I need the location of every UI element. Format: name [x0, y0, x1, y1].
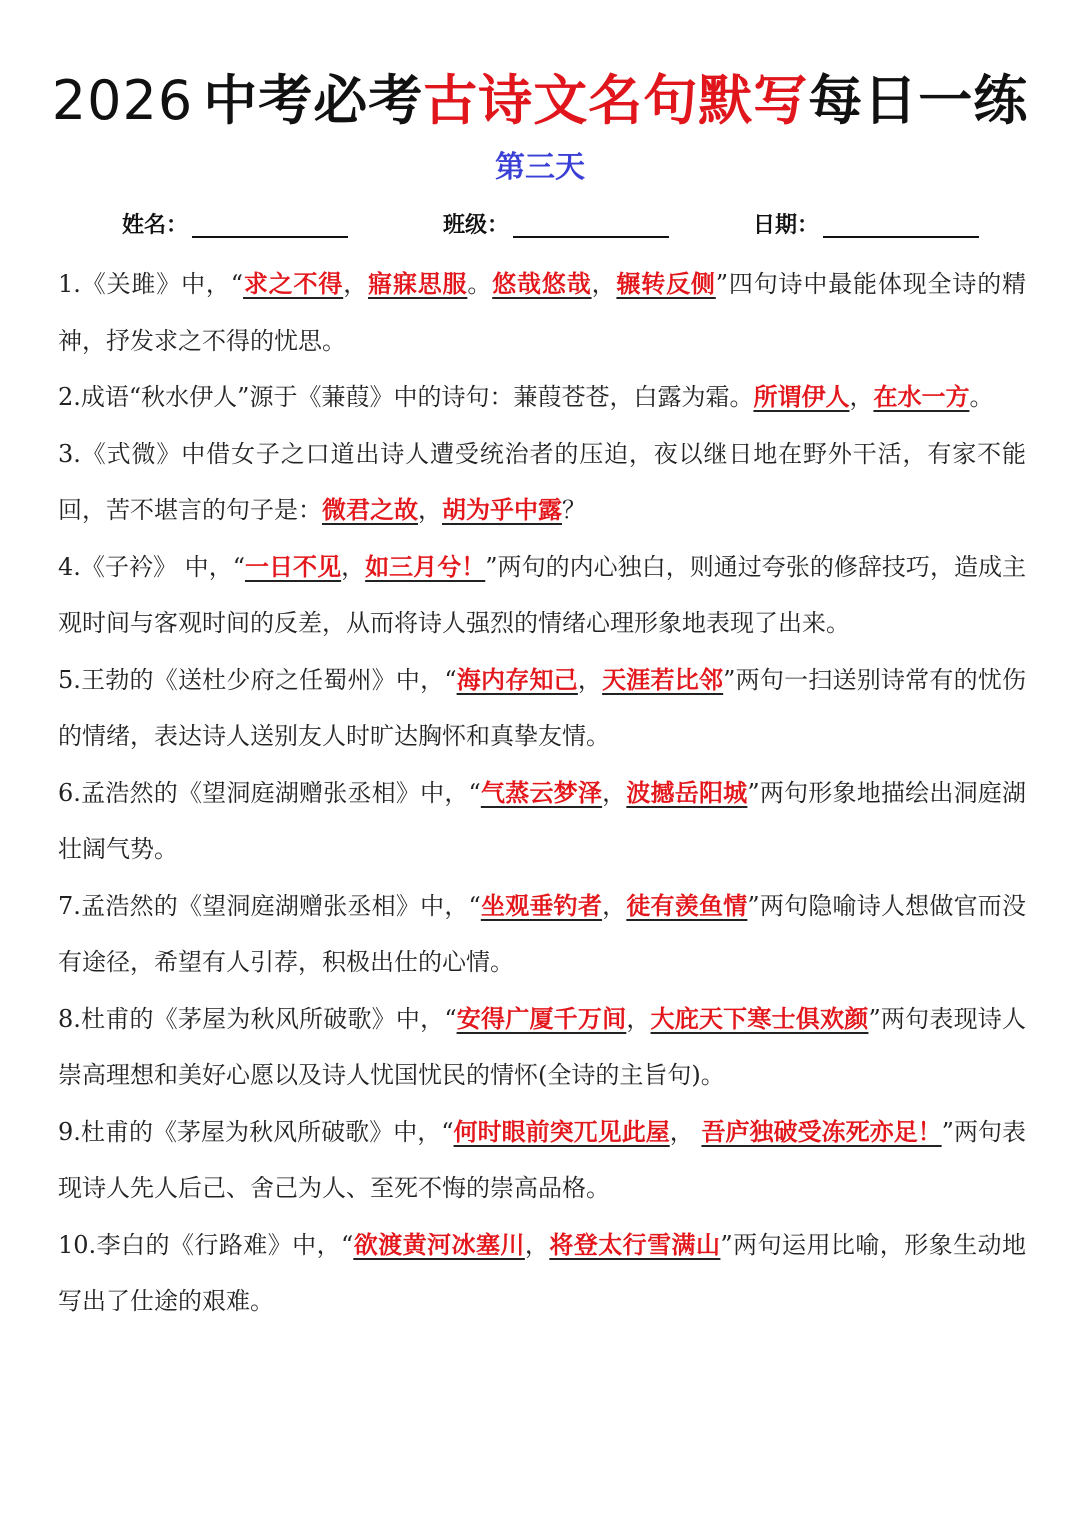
title-part-2: 每日一练	[808, 69, 1029, 132]
question-list	[58, 256, 1026, 1330]
question-text: ”两句的内心独白，则通过夸张的修辞技巧，造成主观时间与客观时间的反差，从而将诗人强烈的情绪心理形象地表现了出来。	[58, 552, 1027, 637]
question-number: 3.	[58, 439, 81, 468]
date-label: 日期：	[753, 213, 820, 238]
question-text: 杜甫的《茅屋为秋风所破歌》中，“	[80, 1004, 457, 1033]
answer-text: 微君之故	[322, 495, 418, 524]
name-blank-line[interactable]	[192, 236, 348, 238]
question-text: ，	[343, 270, 369, 298]
question-item-7	[58, 878, 1026, 991]
question-item-9	[58, 1104, 1026, 1217]
answer-text: 求之不得	[243, 269, 344, 298]
question-item-10	[58, 1217, 1026, 1330]
answer-text: 波撼岳阳城	[626, 777, 748, 807]
question-text: 杜甫的《茅屋为秋风所破歌》中，“	[80, 1117, 454, 1146]
answer-text: 悠哉悠哉	[492, 269, 592, 298]
answer-text: 安得广厦千万间	[456, 1003, 627, 1033]
question-item-5	[58, 652, 1026, 765]
question-text: ？	[562, 496, 586, 524]
answer-text: 寤寐思服	[368, 269, 468, 298]
question-item-3	[58, 426, 1026, 539]
page-subtitle: 第三天	[495, 150, 585, 185]
class-blank-line[interactable]	[513, 236, 669, 238]
question-item-6	[58, 765, 1026, 878]
question-text: 孟浩然的《望洞庭湖赠张丞相》中，“	[80, 778, 481, 807]
question-text: 王勃的《送杜少府之任蜀州》中，“	[80, 665, 457, 694]
date-field[interactable]	[753, 208, 979, 244]
question-number: 6.	[58, 778, 81, 807]
question-text: ”两句表现诗人崇高理想和美好心愿以及诗人忧国忧民的情怀(全诗的主旨句)。	[58, 1004, 1027, 1089]
question-number: 2.	[58, 383, 81, 411]
question-text: ”两句表现诗人先人后己、舍己为人、至死不悔的崇高品格。	[58, 1117, 1026, 1202]
question-text: ”两句形象地描绘出洞庭湖壮阔气势。	[58, 778, 1027, 863]
answer-text: 一日不见	[244, 551, 342, 581]
question-item-4	[58, 539, 1026, 652]
question-text: 成语“秋水伊人”源于《蒹葭》中的诗句：蒹葭苍苍，白露为霜。	[80, 383, 754, 411]
answer-text: 大庇天下寒士俱欢颜	[650, 1003, 869, 1033]
question-text: 《关雎》中，“	[80, 270, 244, 298]
question-text: ”两句隐喻诗人想做官而没有途径，希望有人引荐，积极出仕的心情。	[58, 891, 1027, 976]
name-field[interactable]	[122, 208, 348, 244]
student-info-row	[0, 208, 1080, 248]
page-title	[0, 66, 1080, 136]
question-text: ，	[626, 1004, 651, 1033]
question-text: 孟浩然的《望洞庭湖赠张丞相》中，“	[80, 891, 481, 920]
question-text: ”两句运用比喻，形象生动地写出了仕途的艰难。	[58, 1230, 1027, 1315]
title-year: 2026	[51, 69, 194, 132]
class-field[interactable]	[443, 208, 669, 244]
answer-text: 天涯若比邻	[602, 664, 724, 694]
question-text: 。	[969, 383, 994, 411]
question-text: 李白的《行路难》中，“	[96, 1230, 354, 1259]
question-text: ”四句诗中最能体现全诗的精神，抒发求之不得的忧思。	[58, 270, 1027, 355]
class-label: 班级：	[443, 213, 510, 238]
question-text: ，	[602, 891, 627, 920]
answer-text: 所谓伊人	[753, 382, 850, 411]
question-item-8	[58, 991, 1026, 1104]
question-number: 8.	[58, 1004, 81, 1033]
question-item-1	[58, 256, 1026, 369]
answer-text: 胡为乎中露	[442, 495, 562, 524]
question-text: ”两句一扫送别诗常有的忧伤的情绪，表达诗人送别友人时旷达胸怀和真挚友情。	[58, 665, 1027, 750]
answer-text: 气蒸云梦泽	[480, 777, 603, 807]
question-text: ，	[577, 665, 603, 694]
question-text: ，	[341, 552, 366, 581]
question-text: ，	[849, 383, 874, 411]
question-number: 5.	[58, 665, 81, 694]
question-text: ，	[591, 270, 617, 298]
answer-text: 欲渡黄河冰塞川	[353, 1229, 525, 1259]
title-highlight: 古诗文名句默写	[423, 69, 809, 132]
question-item-2	[58, 369, 1026, 426]
answer-text: 何时眼前突兀见此屋	[453, 1116, 670, 1146]
answer-text: 徒有羡鱼情	[626, 890, 748, 920]
date-blank-line[interactable]	[823, 236, 979, 238]
question-text: ，	[669, 1117, 702, 1146]
question-text: 。	[467, 270, 493, 298]
question-number: 9.	[58, 1117, 81, 1146]
answer-text: 吾庐独破受冻死亦足！	[701, 1116, 942, 1146]
question-number: 1.	[58, 270, 81, 298]
answer-text: 将登太行雪满山	[549, 1229, 721, 1259]
question-number: 4.	[58, 552, 81, 581]
name-label: 姓名：	[122, 213, 189, 238]
question-text: ，	[602, 778, 627, 807]
answer-text: 如三月兮！	[365, 551, 486, 581]
question-text: 《子衿》 中，“	[80, 552, 245, 581]
title-part-1: 中考必考	[203, 69, 424, 132]
answer-text: 海内存知己	[456, 664, 578, 694]
question-text: ，	[524, 1230, 550, 1259]
answer-text: 在水一方	[873, 382, 970, 411]
question-text: ，	[418, 496, 442, 524]
answer-text: 辗转反侧	[616, 269, 716, 298]
question-number: 7.	[58, 891, 81, 920]
question-number: 10.	[58, 1230, 97, 1259]
question-text: 《式微》中借女子之口道出诗人遭受统治者的压迫，夜以继日地在野外干活，有家不能回，苦不堪言的句子是：	[58, 439, 1026, 524]
answer-text: 坐观垂钓者	[480, 890, 603, 920]
